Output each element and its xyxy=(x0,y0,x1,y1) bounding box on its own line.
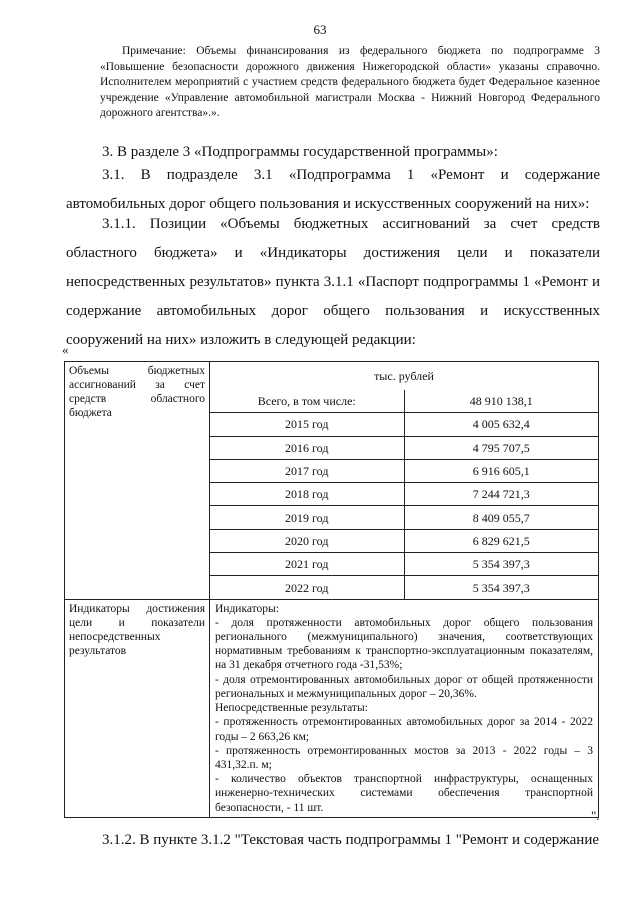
indicator-line: Индикаторы: xyxy=(215,602,279,615)
budget-year-value: 5 354 397,3 xyxy=(404,553,598,576)
budget-year-row xyxy=(210,459,598,482)
budget-year-value: 7 244 721,3 xyxy=(404,483,598,506)
budget-year-row xyxy=(210,553,598,576)
budget-year-label: 2018 год xyxy=(210,483,404,506)
budget-year-label: 2020 год xyxy=(210,529,404,552)
budget-year-value: 48 910 138,1 xyxy=(404,390,598,413)
indicator-line: - протяженность отремонтированных мостов за 2013 - 2022 годы – 3 431,32.п. м; xyxy=(215,744,593,771)
indicators-row xyxy=(65,599,599,817)
indicator-line: - количество объектов транспортной инфраструктуры, оснащенных инженерно-технических системами обеспечения транспортной безопасности, - 11 шт. xyxy=(215,773,593,814)
budget-values-cell xyxy=(210,362,599,600)
budget-year-value: 8 409 055,7 xyxy=(404,506,598,529)
budget-year-row xyxy=(210,506,598,529)
budget-row xyxy=(65,362,599,600)
paragraph-item-3-1-2: 3.1.2. В пункте 3.1.2 "Текстовая часть подпрограммы 1 "Ремонт и содержание xyxy=(102,832,600,848)
budget-year-label: Всего, в том числе: xyxy=(210,390,404,413)
page-number: 63 xyxy=(313,22,327,37)
closing-quote: ". xyxy=(591,808,600,823)
budget-year-row xyxy=(210,483,598,506)
budget-years-table xyxy=(210,390,598,599)
paragraph-section-3: 3. В разделе 3 «Подпрограммы государственной программы»: xyxy=(102,144,498,160)
indicators-text xyxy=(210,599,599,817)
budget-label: Объемы бюджетных ассигнований за счет средств областного бюджета xyxy=(65,362,210,600)
paragraph-subsection-3-1: 3.1. В подразделе 3.1 «Подпрограмма 1 «Ремонт и содержание автомобильных дорог общего пользования и искусственных сооружений на них»: xyxy=(66,167,600,212)
paragraph-item-3-1-1: 3.1.1. Позиции «Объемы бюджетных ассигнований за счет средств областного бюджета» и «Индикаторы достижения цели и показатели непосредственных результатов» пункта 3.1.1 «Паспорт подпрограммы 1 «Ремонт и содержание автомобильных дорог общего пользования и искусственных сооружений на них» изложить в следующей редакции: xyxy=(66,216,600,348)
units-label: тыс. рублей xyxy=(374,369,434,383)
budget-year-value: 4 795 707,5 xyxy=(404,436,598,459)
indicator-line: - доля протяженности автомобильных дорог общего пользования регионального (межмуниципального) значения, соответствующих нормативным требованиям к транспортно-эксплуатационным показателям, на 31 декабря отчетного года -31,53%; xyxy=(215,616,593,672)
passport-table xyxy=(64,361,599,818)
indicators-label: Индикаторы достижения цели и показатели непосредственных результатов xyxy=(65,599,210,817)
budget-year-value: 4 005 632,4 xyxy=(404,413,598,436)
opening-quote: « xyxy=(62,342,69,357)
budget-year-value: 6 916 605,1 xyxy=(404,459,598,482)
budget-year-value: 5 354 397,3 xyxy=(404,576,598,599)
budget-year-row xyxy=(210,576,598,599)
budget-year-row xyxy=(210,436,598,459)
budget-year-label: 2021 год xyxy=(210,553,404,576)
budget-year-label: 2019 год xyxy=(210,506,404,529)
indicator-line: - протяженность отремонтированных автомобильных дорог за 2014 - 2022 годы – 2 663,26 км; xyxy=(215,716,593,743)
budget-year-row xyxy=(210,529,598,552)
budget-year-label: 2016 год xyxy=(210,436,404,459)
indicator-line: - доля отремонтированных автомобильных дорог от общей протяженности региональных и межмуниципальных дорог – 20,36%. xyxy=(215,673,593,700)
indicator-line: Непосредственные результаты: xyxy=(215,702,368,715)
budget-year-label: 2022 год xyxy=(210,576,404,599)
budget-year-label: 2015 год xyxy=(210,413,404,436)
budget-year-row xyxy=(210,390,598,413)
footnote-note: Примечание: Объемы финансирования из федерального бюджета по подпрограмме 3 «Повышение безопасности дорожного движения Нижегородской области» указаны справочно. Исполнителем мероприятий с участием средств федерального бюджета будет Федеральное казенное учреждение «Управление автомобильной магистрали Москва - Нижний Новгород Федерального дорожного агентства».». xyxy=(100,45,600,120)
budget-year-row xyxy=(210,413,598,436)
budget-year-label: 2017 год xyxy=(210,459,404,482)
budget-year-value: 6 829 621,5 xyxy=(404,529,598,552)
